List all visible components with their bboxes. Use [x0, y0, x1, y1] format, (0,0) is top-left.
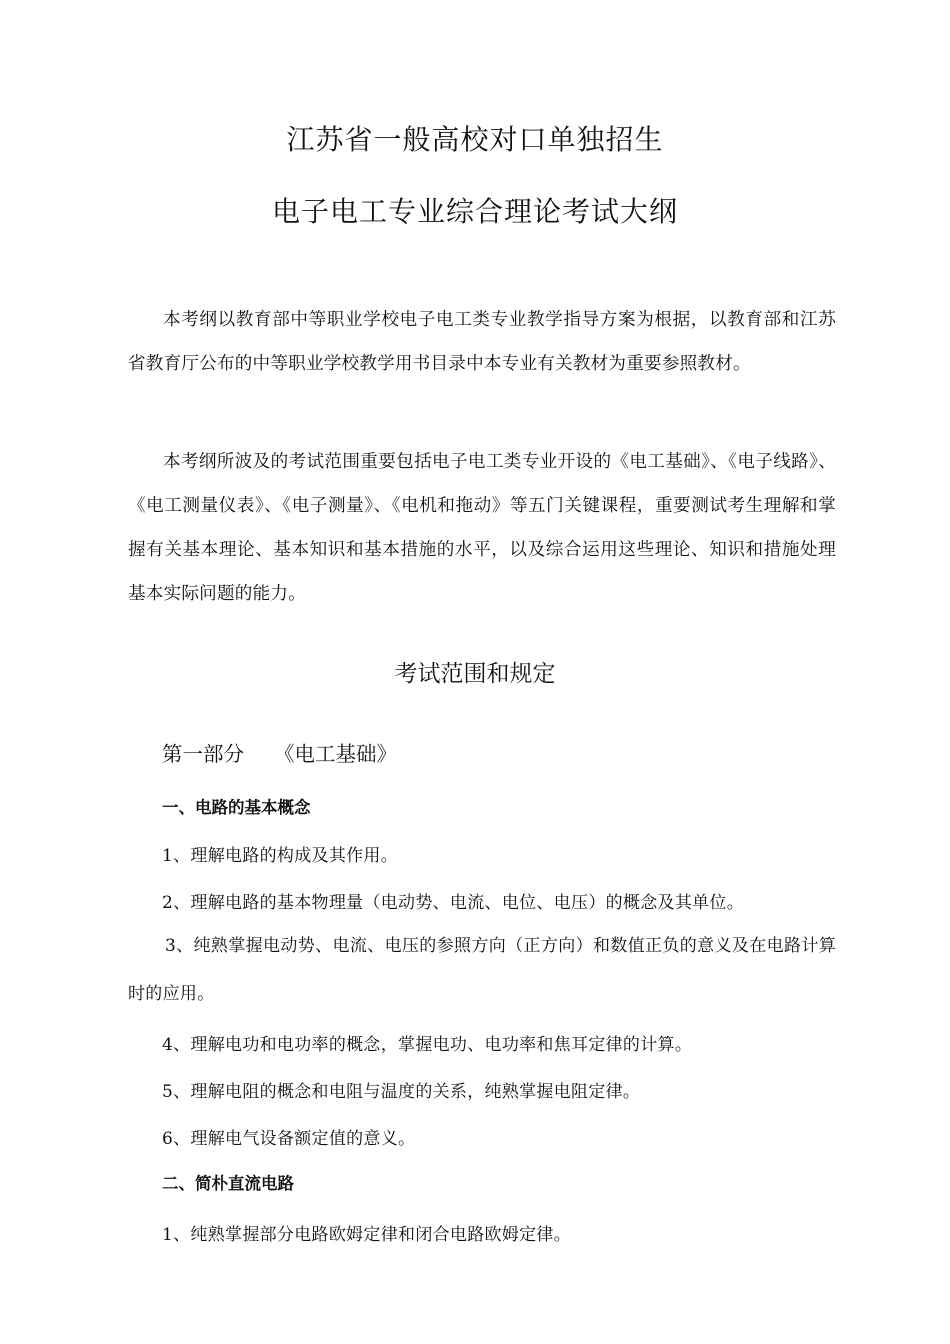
chapter-1-heading: 一、电路的基本概念	[162, 798, 311, 817]
chapter-1-item: 4、理解电功和电功率的概念，掌握电功、电功率和焦耳定律的计算。	[162, 1035, 693, 1055]
chapter-1-item: 6、理解电气设备额定值的意义。	[162, 1129, 416, 1149]
chapter-1-item: 5、理解电阻的概念和电阻与温度的关系，纯熟掌握电阻定律。	[162, 1082, 641, 1102]
chapter-2-item: 1、纯熟掌握部分电路欧姆定律和闭合电路欧姆定律。	[162, 1225, 572, 1245]
part-label: 第一部分	[162, 742, 244, 766]
chapter-1-item: 1、理解电路的构成及其作用。	[162, 846, 399, 866]
intro-paragraph-2: 本考纲所波及的考试范围重要包括电子电工类专业开设的《电工基础》、《电子线路》、《电工测量仪表》、《电子测量》、《电机和拖动》等五门关键课程，重要测试考生理解和掌握有关基本理论、基本知识和基本措施的水平，以及综合运用这些理论、知识和措施处理基本实际问题的能力。	[128, 452, 836, 604]
document-title-line-2: 电子电工专业综合理论考试大纲	[271, 195, 678, 228]
part-name: 《电工基础》	[274, 742, 397, 766]
chapter-1-item: 3、纯熟掌握电动势、电流、电压的参照方向（正方向）和数值正负的意义及在电路计算时的应用。	[128, 936, 836, 1004]
chapter-2-heading: 二、简朴直流电路	[162, 1174, 294, 1193]
part-title	[162, 737, 397, 767]
intro-paragraph-1: 本考纲以教育部中等职业学校电子电工类专业教学指导方案为根据，以教育部和江苏省教育厅公布的中等职业学校教学用书目录中本专业有关教材为重要参照教材。	[128, 310, 836, 374]
chapter-1-item: 2、理解电路的基本物理量（电动势、电流、电位、电压）的概念及其单位。	[162, 893, 745, 913]
document-title-line-1: 江苏省一般高校对口单独招生	[286, 123, 664, 156]
section-title: 考试范围和规定	[394, 661, 556, 687]
